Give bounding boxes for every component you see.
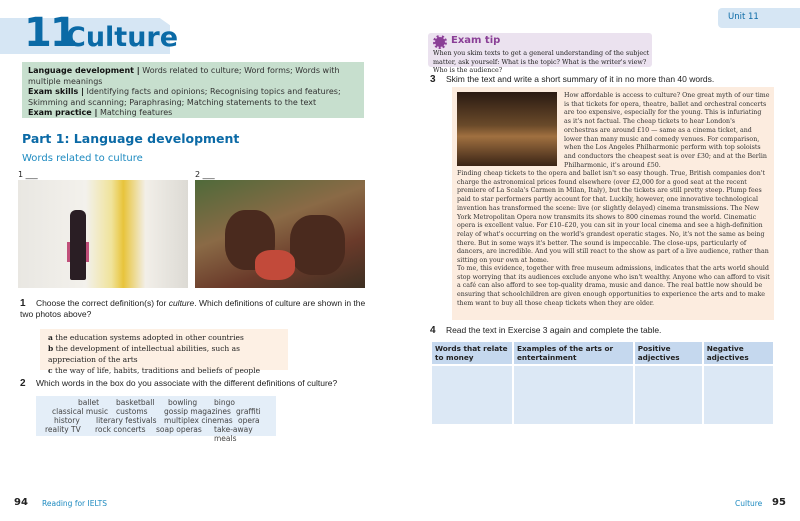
question-number: 3 xyxy=(430,74,436,85)
unit-tab: Unit 11 xyxy=(718,8,800,28)
question-text: Choose the correct definition(s) for xyxy=(35,298,169,308)
opera-stage-photo xyxy=(457,92,557,166)
exam-tip-box xyxy=(428,33,652,74)
table-cell[interactable] xyxy=(635,366,702,424)
unit-number: 11 xyxy=(24,10,76,56)
table-header: Words that relate to money xyxy=(432,342,512,364)
overview-text: Words related to culture; Word forms; Words with multiple meanings xyxy=(28,66,340,86)
question-text: Which words in the box do you associate with the different definitions of culture? xyxy=(35,378,338,388)
photo-label-1: 1 ___ xyxy=(18,170,38,179)
question-4 xyxy=(430,325,790,336)
def-text: the way of life, habits, traditions and beliefs of people xyxy=(54,366,261,375)
word: rock concerts xyxy=(95,425,146,434)
reading-passage xyxy=(452,87,774,320)
word: classical music xyxy=(52,407,109,416)
def-text: the development of intellectual abilities, such as appreciation of the arts xyxy=(48,344,240,364)
question-1 xyxy=(20,298,370,320)
def-text: the education systems adopted in other countries xyxy=(55,333,244,342)
word: take-away meals xyxy=(214,425,253,443)
page-number-left: 94 xyxy=(14,497,28,508)
overview-text: Matching features xyxy=(97,108,173,117)
page-number-right: 95 xyxy=(772,497,786,508)
word-box xyxy=(36,396,276,443)
question-text: . Which definitions of culture are shown in the two photos above? xyxy=(20,298,366,319)
overview-label: Language development | xyxy=(28,66,140,75)
word: basketball xyxy=(116,398,155,407)
exam-tip-text: When you skim texts to get a general understanding of the subject matter, ask yourself: What is the topic? What is the writer's view? Who is the audience? xyxy=(433,49,650,74)
word: ballet xyxy=(78,398,100,407)
table-header: Positive adjectives xyxy=(635,342,702,364)
def-letter: b xyxy=(48,344,54,353)
reading-paragraph: How affordable is access to culture? One great myth of our time is that tickets for opera, theatre, ballet and orchestral concerts are too expensive, especially for the young. This is infuriating as it's not factual. The cheap tickets to hear London's orchestras are around £10 — same as a cinema ticket, and lower than many music and comedy venues. For comparison, when the Los Angeles Philharmonic perform with top soloists and conductors the cheapest seat is over £30; and at the Berlin Philharmonic, it's around £50. xyxy=(564,92,770,169)
unit-title: Culture xyxy=(66,22,179,53)
word: literary festivals xyxy=(96,416,157,425)
question-number: 4 xyxy=(430,325,436,336)
reading-paragraph: Finding cheap tickets to the opera and ballet isn't so easy though. True, British companies don't charge the astronomical prices found elsewhere (over £2,000 for a good seat at the recent premiere of La Scala's Carmen in Milan, Italy), but the tickets are still pretty steep. Plump fees paid to star performers partly account for that. Luckily, however, one innovative technological invention has transformed the scene: live (or slightly delayed) cinema transmissions. The New York Metropolitan Opera now transmits its shows to 800 cinemas round the world. Cinematic opera is excellent value. For £10–£20, you can sit in your local cinema and see a high-definition relay of what's occurring on the world's grandest operatic stages. No, it's not the same as being there. But in some ways it's better. The sound is impeccable. The close-ups, particularly of dancers, are incredible. And you will still react to the show as part of a live audience, rather than sitting on your own at home. xyxy=(457,170,769,265)
unit-overview-box xyxy=(22,62,364,118)
part-heading: Part 1: Language development xyxy=(22,131,240,146)
table-cell[interactable] xyxy=(704,366,773,424)
overview-label: Exam practice | xyxy=(28,108,98,117)
table-header: Examples of the arts or entertainment xyxy=(514,342,633,364)
overview-label: Exam skills | xyxy=(28,87,84,96)
word: multiplex cinemas xyxy=(164,416,233,425)
question-3 xyxy=(430,74,790,85)
sub-heading: Words related to culture xyxy=(22,153,143,164)
answer-table xyxy=(430,340,775,426)
question-text: Skim the text and write a short summary of it in no more than 40 words. xyxy=(445,74,715,84)
question-text: Read the text in Exercise 3 again and complete the table. xyxy=(445,325,662,335)
exam-tip-title: Exam tip xyxy=(451,35,501,46)
question-number: 1 xyxy=(20,298,26,309)
footer-unit-title: Culture xyxy=(735,499,763,508)
table-cell[interactable] xyxy=(432,366,512,424)
definitions-box xyxy=(40,329,288,375)
table-cell[interactable] xyxy=(514,366,633,424)
word: gossip magazines xyxy=(164,407,231,416)
word: customs xyxy=(116,407,148,416)
def-letter: c xyxy=(48,366,53,375)
def-letter: a xyxy=(48,333,53,342)
word: reality TV xyxy=(45,425,81,434)
word: bowling xyxy=(168,398,198,407)
overview-text: Identifying facts and opinions; Recognising topics and features; Skimming and scanning; Paraphrasing; Matching statements to the text xyxy=(28,87,341,107)
aboriginal-ceremony-photo xyxy=(195,180,365,288)
question-2 xyxy=(20,378,337,389)
word: bingo xyxy=(214,398,235,407)
word: graffiti xyxy=(236,407,261,416)
reading-paragraph: To me, this evidence, together with free museum admissions, indicates that the arts world should stop worrying that its audiences exclude anyone who isn't wealthy. Anyone who can afford to visit a café can also afford to see top-quality drama, music and dance. The real battle now should be ensuring that schoolchildren are given enough opportunities to experience the arts and to make them want to buy all those cheap tickets when they are older. xyxy=(457,265,770,307)
word: soap operas xyxy=(156,425,202,434)
table-header: Negative adjectives xyxy=(704,342,773,364)
question-number: 2 xyxy=(20,378,26,389)
question-italic: culture xyxy=(168,298,195,308)
word: history xyxy=(54,416,80,425)
word: opera xyxy=(238,416,260,425)
exam-tip-icon xyxy=(433,35,447,49)
footer-book-title: Reading for IELTS xyxy=(42,499,107,508)
gallery-photo xyxy=(18,180,188,288)
photo-label-2: 2 ___ xyxy=(195,170,215,179)
